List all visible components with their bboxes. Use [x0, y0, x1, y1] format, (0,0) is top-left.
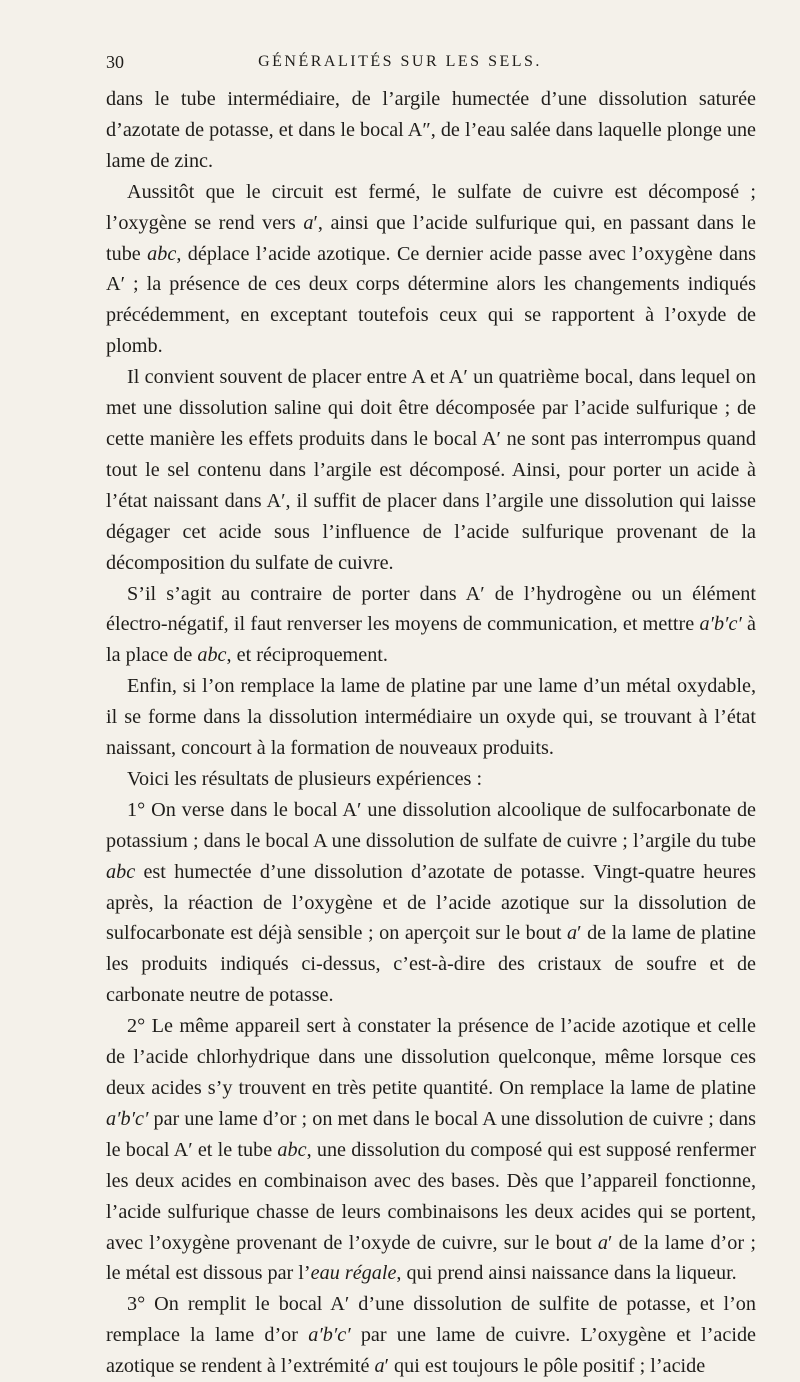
page-number: 30 — [106, 52, 124, 72]
page-header — [70, 52, 730, 78]
paragraph-1: dans le tube intermédiaire, de l’argile humectée d’une dissolution saturée d’azotate de potasse, et dans le bocal A″, de l’eau salée dans laquelle plonge une lame de zinc. — [106, 88, 756, 172]
running-title: GÉNÉRALITÉS SUR LES SELS. — [258, 53, 542, 70]
paragraph-5: Enfin, si l’on remplace la lame de platine par une lame d’un métal oxydable, il se forme dans la dissolution intermédiaire un oxyde qui, se trouvant à l’état naissant, concourt à la formation de nouveaux produits. — [106, 675, 756, 760]
paragraph-6: Voici les résultats de plusieurs expériences : — [127, 767, 483, 790]
paragraph-3: Il convient souvent de placer entre A et A′ un quatrième bocal, dans lequel on met une dissolution saline qui doit être décomposée par l’acide sulfurique ; de cette manière les effets produits dans le bocal A′ ne sont pas interrompus quand tout le sel contenu dans l’argile est décomposé. Ainsi, pour porter un acide à l’état naissant dans A′, il suffit de placer dans l’argile une dissolution qui laisse dégager cet acide sous l’influence de l’acide sulfurique provenant de la décomposition du sulfate de cuivre. — [106, 366, 756, 574]
body-text — [106, 84, 756, 1382]
paragraph-4: S’il s’agit au contraire de porter dans A′ de l’hydrogène ou un élément électro-négatif, il faut renverser les moyens de communication, et mettre a′b′c′ à la place de abc, et réciproquement. — [106, 582, 757, 667]
paragraph-7: 1° On verse dans le bocal A′ une dissolution alcoolique de sulfocarbonate de potassium ; dans le bocal A une dissolution de sulfate de cuivre ; l’argile du tube abc est humectée d’une dissolution d’azotate de potasse. Vingt-quatre heures après, la réaction de l’oxygène et de l’acide azotique sur la dissolution de sulfocarbonate est déjà sensible ; on aperçoit sur le bout a′ de la lame de platine les produits indiqués ci-dessus, c’est-à-dire des cristaux de soufre et de carbonate neutre de potasse. — [106, 798, 756, 1007]
paragraph-9: 3° On remplit le bocal A′ d’une dissolution de sulfite de potasse, et l’on remplace la lame d’or a′b′c′ par une lame de cuivre. L’oxygène et l’acide azotique se rendent à l’extrémité a′ qui est toujours le pôle positif ; l’acide — [106, 1293, 756, 1378]
paragraph-8: 2° Le même appareil sert à constater la présence de l’acide azotique et celle de l’acide chlorhydrique dans une dissolution quelconque, même lorsque ces deux acides s’y trouvent en très petite quantité. On remplace la lame de platine a′b′c′ par une lame d’or ; on met dans le bocal A une dissolution de cuivre ; dans le bocal A′ et le tube abc, une dissolution du composé qui est supposé renfermer les deux acides en combinaison avec des bases. Dès que l’appareil fonctionne, l’acide sulfurique chasse de leurs combinaisons les deux acides qui se portent, avec l’oxygène provenant de l’oxyde de cuivre, sur le bout a′ de la lame d’or ; le métal est dissous par l’eau régale, qui prend ainsi naissance dans la liqueur. — [106, 1015, 756, 1285]
paragraph-2: Aussitôt que le circuit est fermé, le sulfate de cuivre est décomposé ; l’oxygène se rend vers a′, ainsi que l’acide sulfurique qui, en passant dans le tube abc, déplace l’acide azotique. Ce dernier acide passe avec l’oxygène dans A′ ; la présence de ces deux corps détermine alors les changements indiqués précédemment, en exceptant toutefois ceux qui se rapportent à l’oxyde de plomb. — [106, 180, 757, 358]
